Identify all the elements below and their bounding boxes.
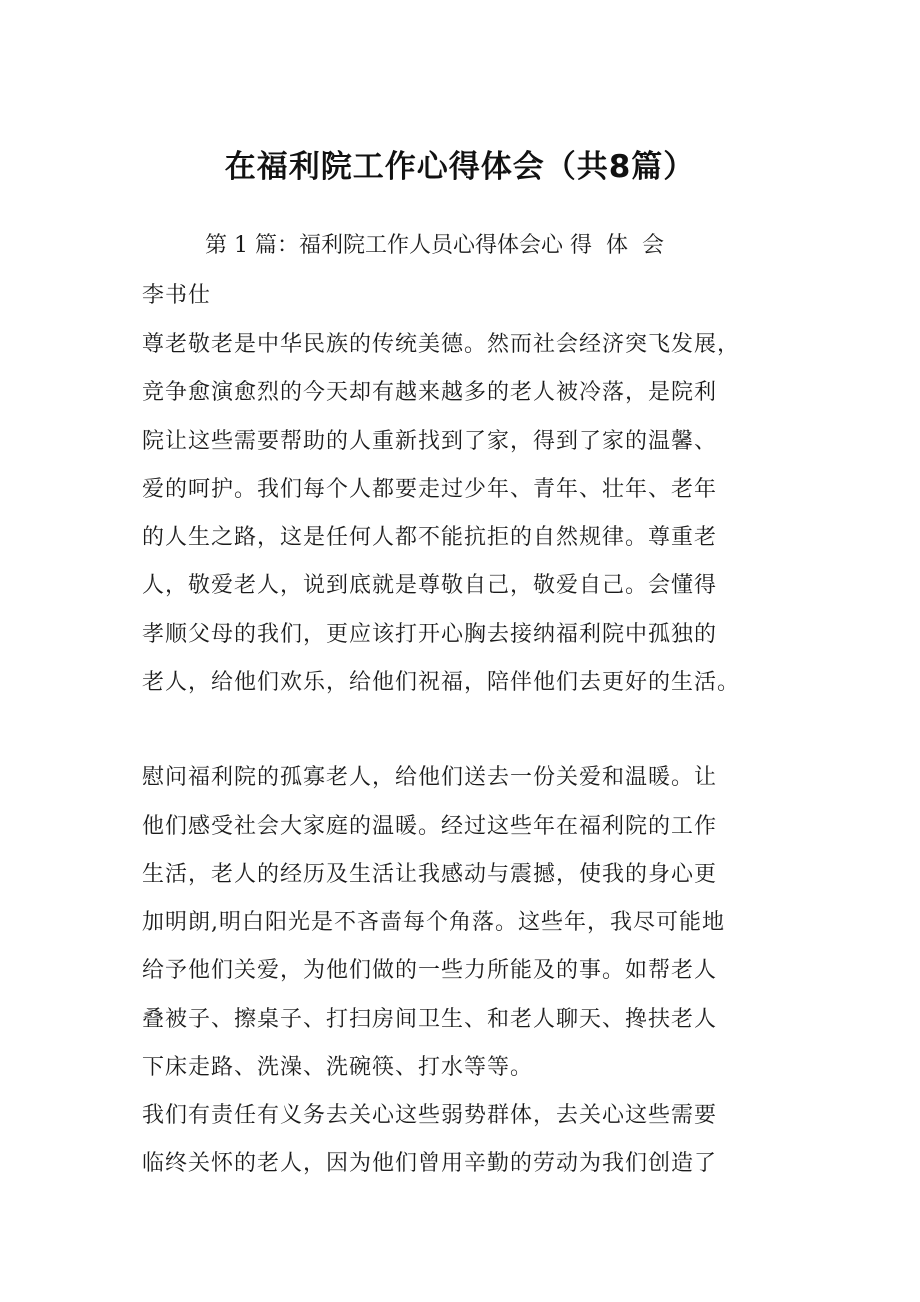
text-line: 叠被子、擦桌子、打扫房间卫生、和老人聊天、搀扶老人 (142, 1007, 718, 1032)
text-line: 临终关怀的老人，因为他们曾用辛勤的劳动为我们创造了 (142, 1151, 718, 1176)
document-title: 在福利院工作心得体会（共8篇） (224, 149, 696, 185)
chapter-heading (205, 228, 678, 264)
text-line: 慰问福利院的孤寡老人，给他们送去一份关爱和温暖。让 (142, 765, 718, 790)
text-line: 加明朗,明白阳光是不吝啬每个角落。这些年，我尽可能地 (142, 910, 725, 935)
text-line: 的人生之路，这是任何人都不能抗拒的自然规律。尊重老 (142, 525, 718, 550)
text-line: 院让这些需要帮助的人重新找到了家，得到了家的温馨、 (142, 429, 718, 454)
text-line: 老人，给他们欢乐，给他们祝福，陪伴他们去更好的生活。 (142, 670, 741, 695)
text-line: 孝顺父母的我们，更应该打开心胸去接纳福利院中孤独的 (142, 622, 718, 647)
text-line: 他们感受社会大家庭的温暖。经过这些年在福利院的工作 (142, 814, 718, 839)
text-line: 爱的呵护。我们每个人都要走过少年、青年、壮年、老年 (142, 477, 718, 502)
text-line: 竞争愈演愈烈的今天却有越来越多的老人被冷落，是院利 (142, 380, 718, 405)
text-line: 我们有责任有义务去关心这些弱势群体，去关心这些需要 (142, 1103, 718, 1128)
chapter-heading-tail: 得体会 (570, 233, 679, 258)
author-name: 李书仕 (142, 283, 212, 308)
text-line: 下床走路、洗澡、洗碗筷、打水等等。 (142, 1055, 534, 1080)
text-line: 生活，老人的经历及生活让我感动与震撼，使我的身心更 (142, 862, 718, 887)
chapter-heading-main: 第 1 篇：福利院工作人员心得体会心 (205, 233, 563, 258)
text-line: 人，敬爱老人，说到底就是尊敬自己，敬爱自己。会懂得 (142, 573, 718, 598)
text-line: 尊老敬老是中华民族的传统美德。然而社会经济突飞发展， (142, 332, 741, 357)
text-line: 给予他们关爱，为他们做的一些力所能及的事。如帮老人 (142, 958, 718, 983)
